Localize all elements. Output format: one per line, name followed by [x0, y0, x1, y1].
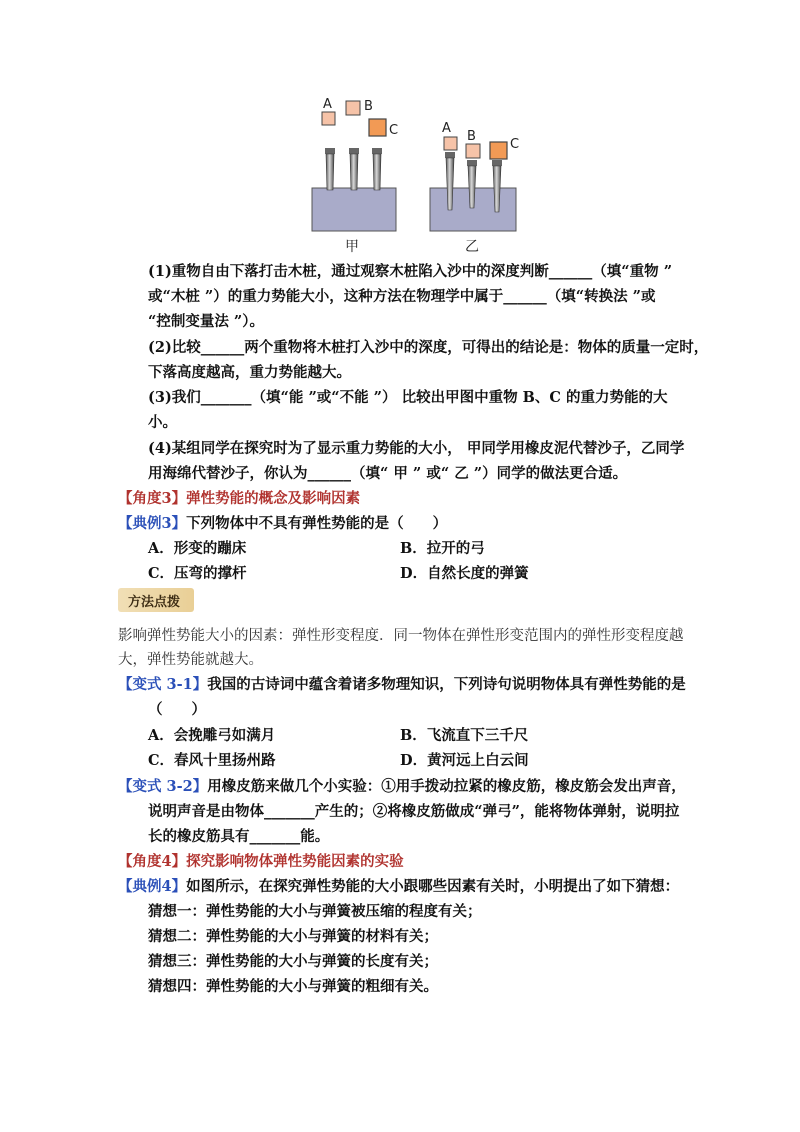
- example4-tag: 【典例4】: [118, 878, 187, 895]
- ex3-option-b: B．拉开的弓: [400, 540, 485, 557]
- q4-line1: (4)某组同学在探究时为了显示重力势能的大小， 甲同学用橡皮泥代替沙子，乙同学: [148, 440, 685, 457]
- variant31-line1: 我国的古诗词中蕴含着诸多物理知识，下列诗句说明物体具有弹性势能的是: [207, 676, 686, 693]
- v31-option-b: B．飞流直下三千尺: [400, 727, 529, 744]
- method-line1: 影响弹性势能大小的因素：弹性形变程度．同一物体在弹性形变范围内的弹性形变程度越: [118, 628, 684, 644]
- variant32-line3: 长的橡皮筋具有_______能。: [148, 828, 330, 845]
- variant31-line2: （ ）: [148, 701, 206, 718]
- weight-b-left: [346, 101, 360, 115]
- variant32-line2: 说明声音是由物体_______产生的；②将橡皮筋做成“弹弓”，能将物体弹射，说明拉: [148, 803, 680, 820]
- example4: [118, 877, 679, 897]
- q1-line2: 或“木桩 ”）的重力势能大小，这种方法在物理学中属于______（填“转换法 ”或: [148, 288, 656, 305]
- caption-right: 乙: [465, 239, 479, 255]
- method-tag-label: 方法点拨: [128, 595, 181, 610]
- weight-c-left: [369, 119, 386, 136]
- method-tag: [118, 588, 194, 612]
- q3-line2: 小。: [148, 414, 177, 431]
- v31-option-d: D．黄河远上白云间: [400, 752, 529, 769]
- example3-question: 下列物体中不具有弹性势能的是（ ）: [186, 515, 448, 532]
- variant31: [118, 675, 686, 695]
- example3-tag: 【典例3】: [118, 515, 187, 532]
- v31-option-c: C．春风十里扬州路: [148, 752, 276, 769]
- variant32-line1: 用橡皮筋来做几个小实验：①用手拨动拉紧的橡皮筋，橡皮筋会发出声音，: [207, 778, 686, 795]
- label-b-right: B: [467, 129, 476, 144]
- guess-1: 猜想一：弹性势能的大小与弹簧被压缩的程度有关；: [148, 903, 482, 920]
- variant32: [118, 777, 686, 797]
- sand-box-left: [312, 188, 396, 231]
- weight-c-right: [490, 142, 507, 159]
- variant32-tag: 【变式 3-2】: [118, 778, 208, 795]
- q1-line3: “控制变量法 ”）。: [148, 313, 264, 330]
- guess-3: 猜想三：弹性势能的大小与弹簧的长度有关；: [148, 953, 438, 970]
- v31-option-a: A．会挽雕弓如满月: [148, 727, 276, 744]
- q4-line2: 用海绵代替沙子，你认为______（填“ 甲 ” 或“ 乙 ”）同学的做法更合适。: [148, 465, 628, 482]
- label-a-right: A: [442, 121, 451, 136]
- q2-line2: 下落高度越高，重力势能越大。: [148, 364, 351, 381]
- weight-a-right: [444, 137, 457, 150]
- variant31-tag: 【变式 3-1】: [118, 676, 208, 693]
- q3-line1: (3)我们_______（填“能 ”或“不能 ”） 比较出甲图中重物 B、C 的重力势能的大: [148, 389, 668, 406]
- guess-4: 猜想四：弹性势能的大小与弹簧的粗细有关。: [148, 978, 438, 995]
- q1-line1: (1)重物自由下落打击木桩，通过观察木桩陷入沙中的深度判断______（填“重物 ”: [148, 263, 673, 280]
- q2-line1: (2)比较______两个重物将木桩打入沙中的深度，可得出的结论是：物体的质量一定时，: [148, 339, 709, 356]
- angle4-heading: 【角度4】探究影响物体弹性势能因素的实验: [118, 853, 404, 870]
- angle3-heading: 【角度3】弹性势能的概念及影响因素: [118, 490, 361, 507]
- ex3-option-c: C．压弯的撑杆: [148, 565, 247, 582]
- caption-left: 甲: [345, 239, 359, 255]
- label-c-right: C: [510, 137, 520, 152]
- example3: [118, 514, 447, 534]
- weight-a-left: [322, 112, 335, 125]
- guess-2: 猜想二：弹性势能的大小与弹簧的材料有关；: [148, 928, 438, 945]
- label-c-left: C: [389, 123, 399, 138]
- weight-b-right: [466, 144, 480, 158]
- ex3-option-a: A．形变的蹦床: [148, 540, 247, 557]
- experiment-figure: [0, 0, 800, 260]
- label-a-left: A: [323, 97, 332, 112]
- stakes-left: [325, 148, 382, 190]
- example4-question: 如图所示，在探究弹性势能的大小跟哪些因素有关时，小明提出了如下猜想：: [186, 878, 680, 895]
- ex3-option-d: D．自然长度的弹簧: [400, 565, 529, 582]
- label-b-left: B: [364, 99, 373, 114]
- method-line2: 大，弹性势能就越大。: [118, 652, 263, 668]
